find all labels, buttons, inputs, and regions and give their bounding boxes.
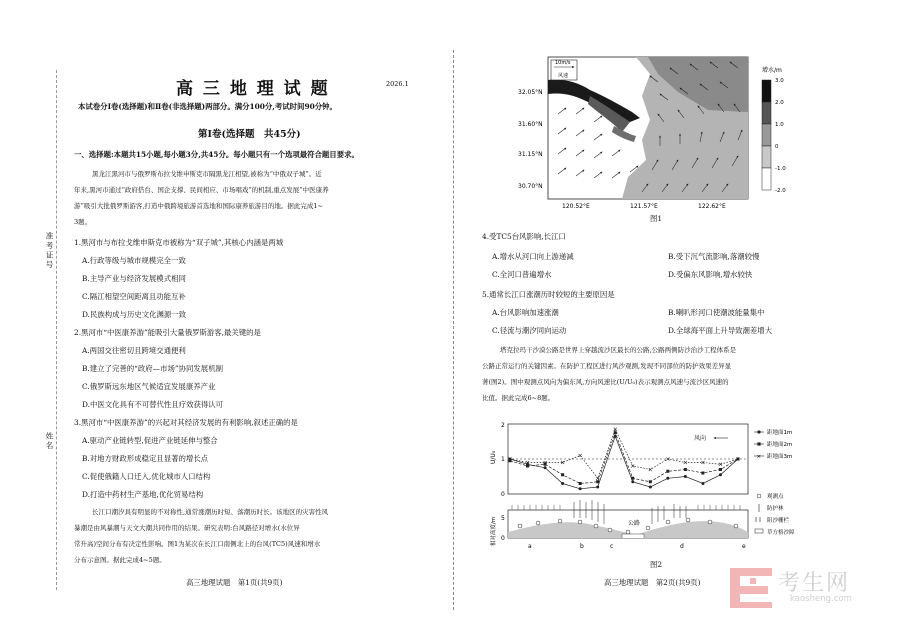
exam-number-label: 准考证号	[45, 232, 54, 270]
series-point	[596, 480, 599, 483]
q4-option[interactable]: D.受偏东风影响,增水较快	[668, 270, 753, 279]
passage1-line: 3题。	[74, 218, 92, 226]
q2-option[interactable]: D.中医文化具有不可替代性且疗效获得认可	[82, 400, 224, 409]
series-point	[526, 465, 529, 468]
lon-label: 120.52°E	[562, 203, 590, 210]
lat-label: 31.60°N	[518, 121, 543, 128]
passage3-line: 比值。据此完成6~8题。	[482, 394, 555, 402]
lon-label: 122.62°E	[698, 203, 726, 210]
series-point	[701, 472, 704, 475]
q5-option[interactable]: D.全球海平面上升导致潮差增大	[668, 326, 773, 335]
legend-grid-icon	[755, 529, 763, 533]
y-tick: 0	[501, 491, 505, 498]
series-point	[701, 482, 704, 485]
q3-option[interactable]: D.打造中药材生产基地,优化贸易结构	[82, 490, 204, 499]
legend-symbol: 防护林	[767, 506, 784, 512]
section-intro: 一、选择题:本题共15小题,每小题3分,共45分。每小题只有一个选项最符合题目要求。	[74, 150, 359, 159]
figure1-caption: 图1	[650, 214, 663, 223]
q1-option[interactable]: B.主导产业与经济发展模式相同	[82, 274, 186, 283]
y-tick: 1	[501, 456, 505, 463]
series-point	[631, 480, 634, 483]
legend-swatch	[762, 80, 771, 102]
page-footer-right: 高三地理试题 第2页(共9页)	[604, 578, 701, 587]
series-point	[561, 473, 564, 476]
name-label: 姓名	[45, 432, 54, 451]
legend-swatch	[762, 168, 771, 190]
q2-option[interactable]: A.两国交往密切且跨境交通便利	[82, 346, 186, 355]
q1-stem: 1.黑河市与布拉戈维申斯克市被称为“双子城”,其核心内涵是两城	[74, 238, 284, 247]
passage1-line: 黑龙江黑河市与俄罗斯布拉戈维申斯克市隔黑龙江相望,被称为“中俄双子城”。近	[92, 170, 322, 178]
x-label: d	[680, 543, 684, 550]
legend-marker-1m	[757, 430, 760, 433]
exam-date: 2026.1	[386, 80, 409, 88]
lat-label: 30.70°N	[518, 183, 543, 190]
q4-option[interactable]: B.受下沉气流影响,落潮较慢	[668, 252, 760, 261]
road-bed	[622, 534, 644, 538]
passage3-line: 公路正常运行的关键因素。在防护工程区进行风沙观测,发现不同部位的防护效果差异显	[482, 362, 732, 370]
passage2-line: 长江口潮汐具有明显的不对称性,通常涨潮历时短、落潮历时长。该地区的灾害性风	[92, 508, 329, 516]
sand-fence	[512, 505, 740, 510]
passage2-line: 暴潮是由风暴潮与天文大潮共同作用的结果。研究表明:台风路径对增水(水位异	[74, 524, 300, 532]
road-label: 公路	[628, 520, 641, 527]
legend-value: -2.0	[775, 188, 786, 194]
legend-swatch	[762, 124, 771, 146]
lat-label: 32.05°N	[518, 89, 543, 96]
page-fold	[453, 50, 454, 610]
y-tick: 2	[501, 422, 505, 429]
legend-value: 0	[775, 144, 779, 150]
series-point	[649, 480, 652, 483]
series-point	[579, 482, 582, 485]
legend-series: 距地面3m	[767, 454, 793, 460]
series-point	[666, 477, 669, 480]
series-point	[666, 470, 669, 473]
wind-direction-label: 风向	[694, 435, 707, 442]
x-label: e	[742, 543, 746, 550]
series-point	[561, 482, 564, 485]
q1-option[interactable]: D.民族构成与历史文化渊源一致	[82, 310, 187, 319]
passage3-line: 著(图2)。图中观测点风向为偏东风,方向风速比(U/U₀)表示观测点风速与流沙区风速的	[482, 378, 729, 386]
q4-stem: 4.受TC5台风影响,长江口	[482, 232, 566, 241]
legend-symbol: 阻沙栅栏	[767, 518, 790, 524]
figure2-caption: 图2	[650, 560, 663, 569]
passage1-line: 游”吸引大批俄罗斯游客,打造中俄跨境旅游首选地和国际康养旅游目的地。据此完成1~	[74, 202, 323, 210]
x-label: a	[528, 543, 532, 550]
section-title: 第Ⅰ卷(选择题 共45分)	[198, 129, 301, 140]
series-point	[684, 475, 687, 478]
legend-marker-3m: ×	[756, 454, 762, 460]
legend-value: -1.0	[775, 166, 786, 172]
figure1-map	[518, 52, 808, 224]
series-point	[719, 473, 722, 476]
binding-line	[56, 70, 57, 590]
legend-symbol: 草方格沙障	[767, 530, 795, 536]
legend-title: 增水/m	[762, 67, 782, 74]
x-label: c	[610, 543, 614, 550]
wind-scale-label: 10m/s	[555, 60, 571, 66]
q5-option[interactable]: C.径流与潮汐同向运动	[492, 326, 567, 335]
legend-symbol: 观测点	[767, 494, 784, 500]
watermark-text: 考生网	[778, 571, 851, 596]
series-point	[684, 468, 687, 471]
legend-swatch	[762, 146, 771, 168]
series-point	[684, 461, 687, 464]
y-axis-label-top: U/U₀	[490, 450, 497, 464]
legend-observation-icon	[757, 494, 761, 498]
logo-icon	[726, 562, 776, 610]
place-label: 江阴	[550, 100, 562, 106]
series-point	[631, 477, 634, 480]
q5-option[interactable]: B.喇叭形河口使潮波能量集中	[668, 308, 765, 317]
y-tick-bottom: 0	[501, 535, 505, 542]
passage1-line: 年来,黑河市通过“政府搭台、国企支撑、民间相应、市场唱戏”的机制,重点发展“中医康养	[74, 186, 329, 194]
legend-series: 距地面2m	[767, 442, 793, 448]
x-label: b	[580, 543, 584, 550]
series-point	[614, 428, 617, 431]
legend-value: 2.0	[775, 100, 784, 106]
q3-option[interactable]: C.促使俄籍人口迁入,优化城市人口结构	[82, 472, 211, 481]
series-point	[579, 487, 582, 490]
wind-scale-label-2: 风速	[558, 73, 569, 79]
series-point	[579, 454, 582, 457]
page-footer-left: 高三地理试题 第1页(共9页)	[186, 578, 283, 587]
y-tick-bottom: 5	[501, 515, 505, 522]
series-point	[631, 464, 634, 467]
legend-swatch	[762, 102, 771, 124]
passage2-line: 常升高)空间分布有决定性影响。图1为某次在长江口南侧北上的台风(TC5)风速和增水	[74, 540, 321, 548]
q2-option[interactable]: C.俄罗斯远东地区气候适宜发展康养产业	[82, 382, 216, 391]
legend-marker-2m	[757, 442, 760, 445]
q3-stem: 3.黑河市“中医康养游”的兴起对其经济发展的有利影响,叙述正确的是	[74, 418, 298, 427]
passage3-line: 塔克拉玛干沙漠公路是世界上穿越流沙区最长的公路,公路两侧防沙治沙工程体系是	[500, 346, 737, 354]
series-point	[649, 486, 652, 489]
figure2-chart	[488, 418, 828, 558]
watermark-url: kaosheng.com	[790, 594, 852, 604]
legend-series: 距地面1m	[767, 430, 793, 436]
q4-option[interactable]: A.增水从河口向上游递减	[492, 252, 574, 261]
q1-option[interactable]: C.隔江相望空间距离且功能互补	[82, 292, 186, 301]
q1-option[interactable]: A.行政等级与城市规模完全一致	[82, 256, 186, 265]
lat-label: 31.15°N	[518, 151, 543, 158]
legend-value: 1.0	[775, 122, 784, 128]
series-point	[596, 486, 599, 489]
y-axis-label-bottom: 相对高度/m	[491, 516, 497, 546]
watermark-logo	[726, 562, 776, 610]
q4-option[interactable]: C.全河口普遍增水	[492, 270, 552, 279]
q2-stem: 2.黑河市“中医康养游”能吸引大量俄罗斯游客,最关键的是	[74, 328, 261, 337]
legend-value: 3.0	[775, 78, 784, 84]
q5-option[interactable]: A.台风影响加速涨潮	[492, 308, 559, 317]
q2-option[interactable]: B.建立了完善的“政府—市场”协同发展机制	[82, 364, 223, 373]
lon-label: 121.57°E	[630, 203, 658, 210]
series-point	[719, 468, 722, 471]
q3-option[interactable]: B.对地方财政形成稳定且显著的增长点	[82, 454, 209, 463]
page-title: 高 三 地 理 试 题	[176, 79, 330, 99]
q3-option[interactable]: A.驱动产业链转型,促进产业链延伸与整合	[82, 436, 218, 445]
series-point	[544, 466, 547, 469]
exam-instructions: 本试卷分Ⅰ卷(选择题)和Ⅱ卷(非选择题)两部分。满分100分,考试时间90分钟。	[78, 102, 337, 111]
q5-stem: 5.通常长江口涨潮历时较短的主要原因是	[482, 290, 615, 299]
passage2-line: 分布示意图。据此完成4~5题。	[74, 556, 166, 564]
